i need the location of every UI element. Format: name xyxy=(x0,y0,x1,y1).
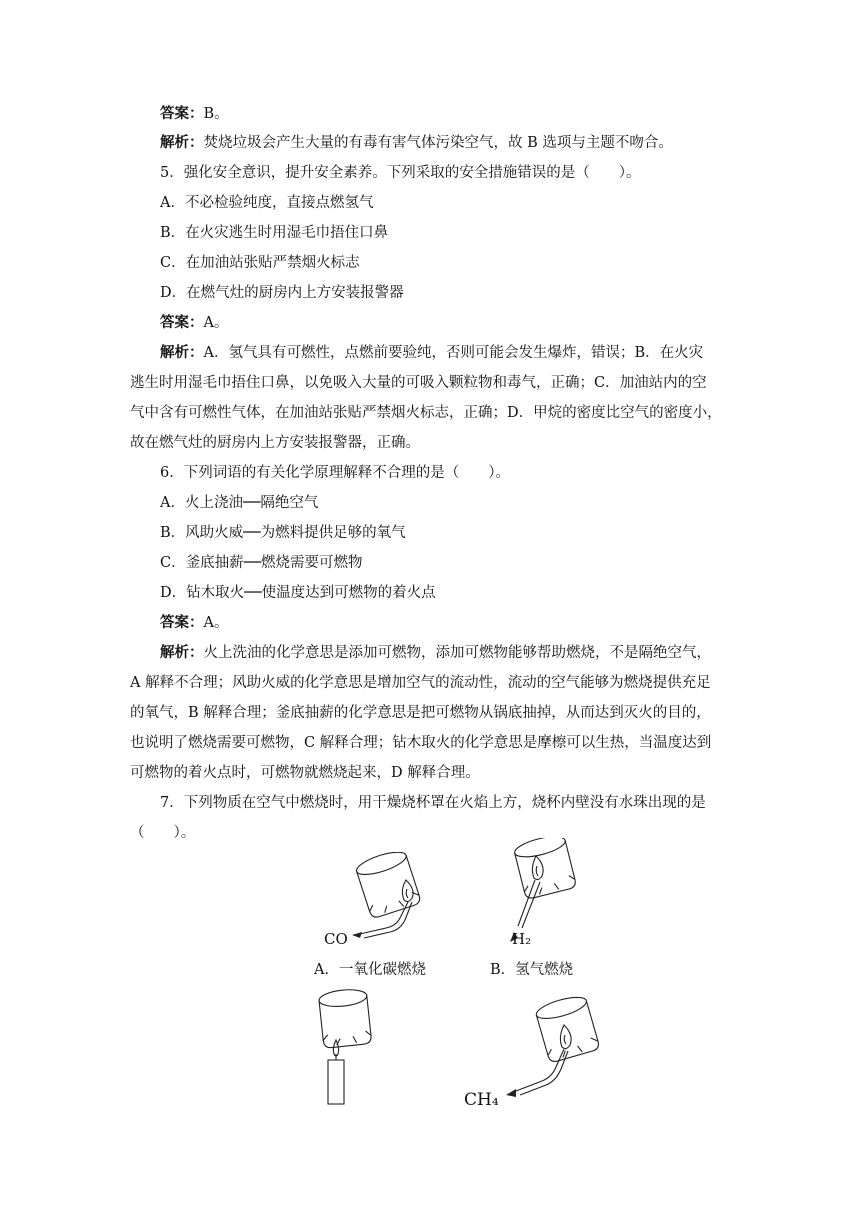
q5-option-c: C．在加油站张贴严禁烟火标志 xyxy=(160,255,360,271)
q6-option-b: B．风助火威──为燃料提供足够的氧气 xyxy=(160,525,406,541)
analysis-label: 解析： xyxy=(160,344,204,361)
analysis-text: 焚烧垃圾会产生大量的有毒有害气体污染空气，故 B 选项与主题不吻合。 xyxy=(203,135,673,151)
q6-option-a: A．火上浇油──隔绝空气 xyxy=(160,495,319,511)
analysis-label: 解析： xyxy=(160,134,204,151)
q7-stem-line-2: （ ）。 xyxy=(130,825,196,841)
arrow-icon xyxy=(506,1089,516,1097)
answer-label: 答案： xyxy=(160,314,204,331)
answer-value: B。 xyxy=(203,106,229,122)
q4-analysis xyxy=(160,133,673,153)
q6-answer xyxy=(160,613,228,633)
answer-value: A。 xyxy=(203,315,229,331)
q5-option-a: A．不必检验纯度，直接点燃氢气 xyxy=(160,195,374,211)
q7-stem-line-1: 7．下列物质在空气中燃烧时，用干燥烧杯罩在火焰上方，烧杯内壁没有水珠出现的是 xyxy=(160,795,706,811)
analysis-text: 火上洗油的化学意思是添加可燃物，添加可燃物能够帮助燃烧，不是隔绝空气， xyxy=(203,645,711,661)
arrow-icon xyxy=(352,932,362,938)
gas-label-co: CO xyxy=(324,930,348,948)
q5-analysis-line-4: 故在燃气灶的厨房内上方安装报警器，正确。 xyxy=(130,435,420,451)
q6-analysis-line-1 xyxy=(160,643,711,663)
analysis-text: A．氢气具有可燃性，点燃前要验纯，否则可能会发生爆炸，错误；B．在火灾 xyxy=(203,345,704,361)
figure-ch4-burning xyxy=(460,995,610,1110)
q5-option-d: D．在燃气灶的厨房内上方安装报警器 xyxy=(160,285,404,301)
q5-analysis-line-1 xyxy=(160,343,703,363)
gas-label-h2: H₂ xyxy=(512,930,532,948)
q6-analysis-line-5: 可燃物的着火点时，可燃物就燃烧起来，D 解释合理。 xyxy=(130,765,480,781)
q6-analysis-line-2: A 解释不合理；风助火威的化学意思是增加空气的流动性，流动的空气能够为燃烧提供充足 xyxy=(130,675,711,691)
figure-a-caption: A．一氧化碳燃烧 xyxy=(314,962,426,978)
q6-analysis-line-3: 的氧气，B 解释合理；釜底抽薪的化学意思是把可燃物从锅底抽掉，从而达到灭火的目的， xyxy=(130,705,711,721)
answer-label: 答案： xyxy=(160,614,204,631)
figure-co-burning xyxy=(320,852,450,952)
q5-option-b: B．在火灾逃生时用湿毛巾捂住口鼻 xyxy=(160,225,389,241)
q5-analysis-line-2: 逃生时用湿毛巾捂住口鼻，以免吸入大量的可吸入颗粒物和毒气，正确；C．加油站内的空 xyxy=(130,375,707,391)
q5-answer xyxy=(160,313,228,333)
figure-candle-burning xyxy=(310,988,380,1108)
figure-h2-burning xyxy=(490,838,600,950)
analysis-label: 解析： xyxy=(160,644,204,661)
q6-stem: 6．下列词语的有关化学原理解释不合理的是（ ）。 xyxy=(160,465,510,481)
answer-label: 答案： xyxy=(160,105,204,122)
q5-analysis-line-3: 气中含有可燃性气体，在加油站张贴严禁烟火标志，正确；D．甲烷的密度比空气的密度小， xyxy=(130,405,722,421)
answer-value: A。 xyxy=(203,615,229,631)
q5-stem: 5．强化安全意识，提升安全素养。下列采取的安全措施错误的是（ ）。 xyxy=(160,165,641,181)
figure-b-caption: B．氢气燃烧 xyxy=(490,962,574,978)
q4-answer xyxy=(160,104,229,124)
gas-label-ch4: CH₄ xyxy=(464,1090,499,1110)
q6-analysis-line-4: 也说明了燃烧需要可燃物，C 解释合理；钻木取火的化学意思是摩檫可以生热，当温度达到 xyxy=(130,735,712,751)
q6-option-d: D．钻木取火──使温度达到可燃物的着火点 xyxy=(160,585,436,601)
q6-option-c: C．釜底抽薪──燃烧需要可燃物 xyxy=(160,555,363,571)
